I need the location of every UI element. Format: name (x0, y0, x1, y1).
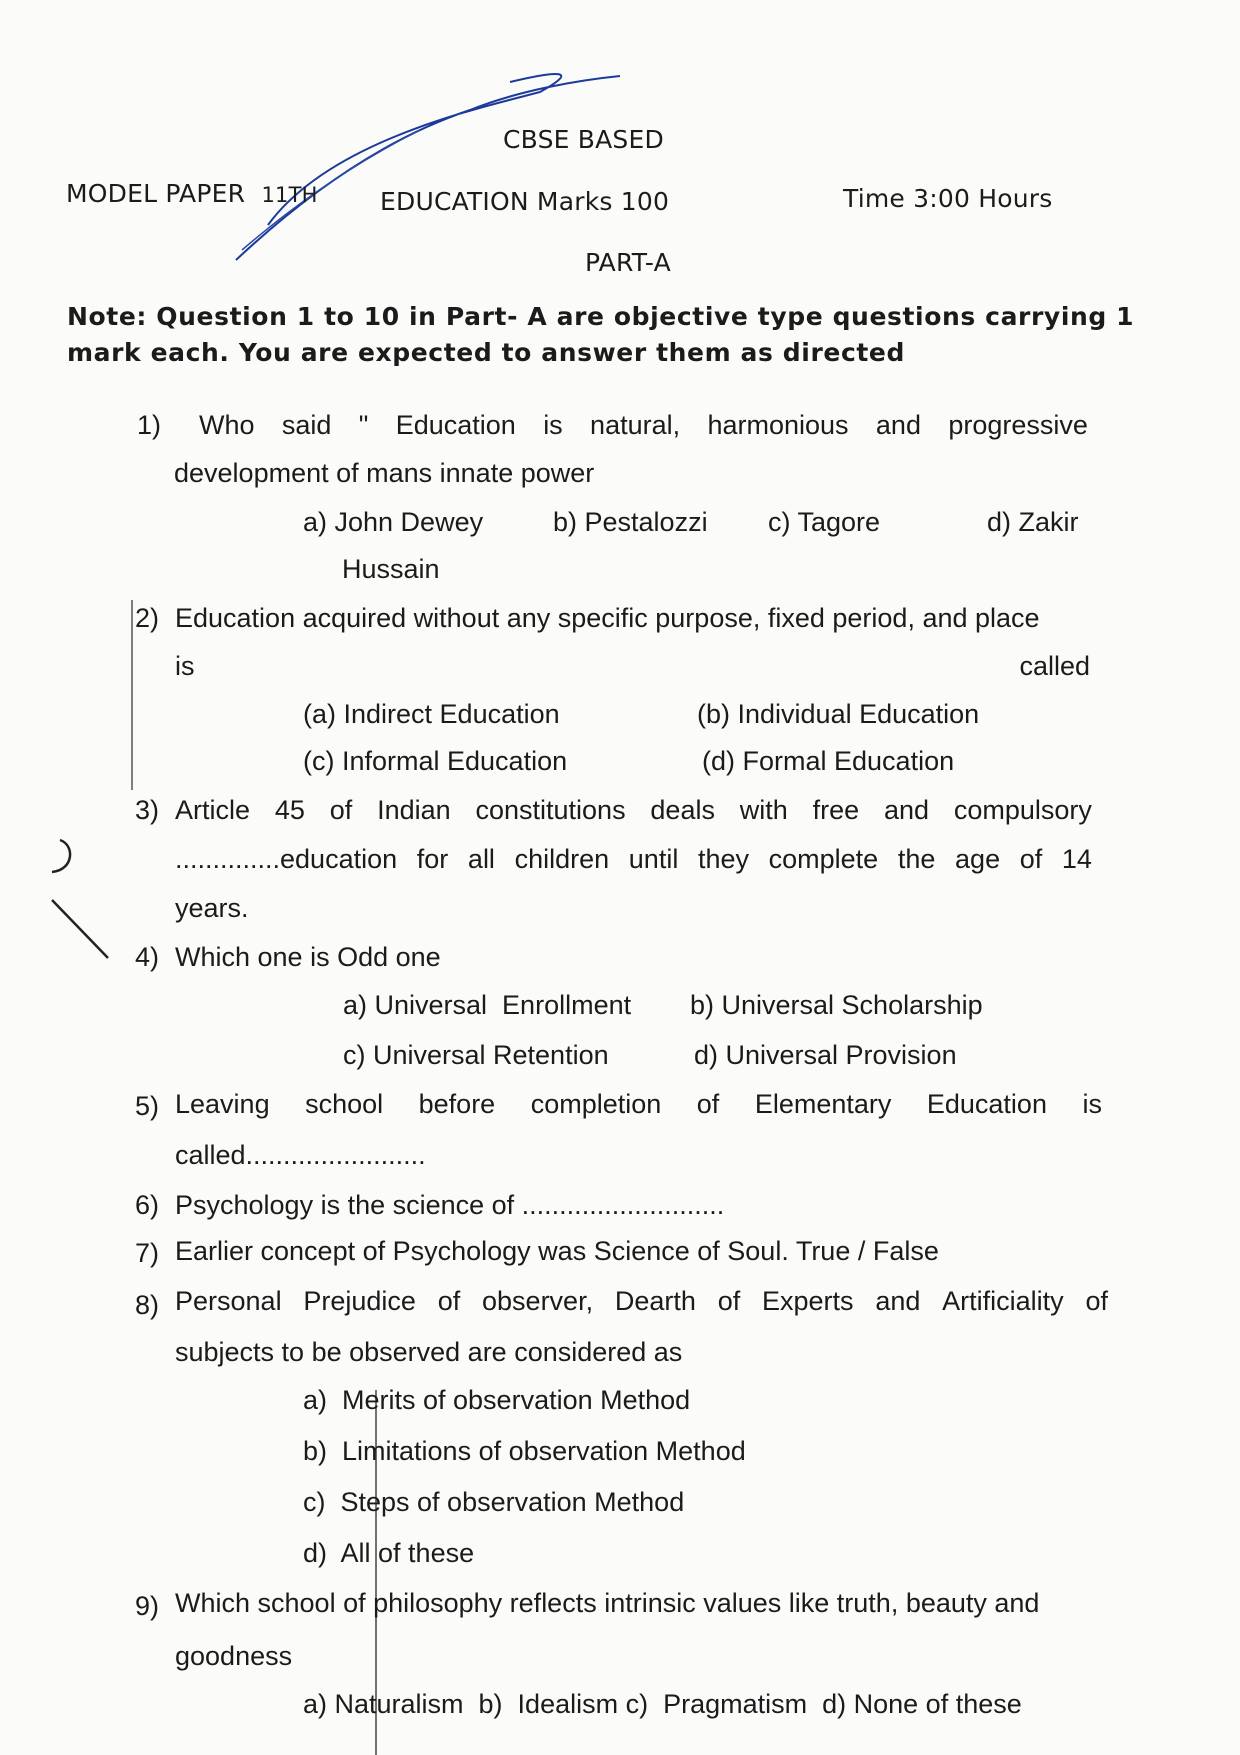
word: Artificiality (942, 1286, 1064, 1316)
q2-line-2 (175, 651, 1090, 682)
word: all (467, 844, 495, 874)
time-label: Time 3:00 Hours (843, 184, 1053, 213)
word: school (305, 1089, 384, 1119)
word: of (437, 1286, 461, 1316)
q9-line-2: goodness (175, 1641, 293, 1671)
q9-options: a) Naturalism b) Idealism c) Pragmatism d) None of these (303, 1689, 1022, 1719)
word: called (1019, 651, 1090, 681)
word: deals (650, 795, 715, 825)
word: before (418, 1089, 496, 1119)
word: of (696, 1089, 720, 1119)
q2-number: 2) (135, 603, 160, 633)
word: complete (768, 844, 879, 874)
class-label: 11TH (261, 183, 318, 207)
q1-option-d: d) Zakir (987, 507, 1079, 537)
word: of (717, 1286, 741, 1316)
word: Leaving (175, 1089, 270, 1119)
q1-option-c: c) Tagore (768, 507, 881, 537)
q4-number: 4) (135, 942, 160, 972)
q3-number: 3) (135, 795, 160, 825)
word: Prejudice (303, 1286, 416, 1316)
q6-line-1: Psychology is the science of ........................... (175, 1190, 725, 1220)
word: progressive (948, 410, 1088, 440)
q8-option-d: d) All of these (303, 1538, 475, 1568)
q8-number: 8) (135, 1290, 160, 1320)
word: children (514, 844, 610, 874)
q5-line-1 (175, 1089, 1102, 1120)
q6-number: 6) (135, 1190, 160, 1220)
word: age (955, 844, 1001, 874)
word: natural, (590, 410, 681, 440)
q5-number: 5) (135, 1091, 160, 1121)
q8-option-b: b) Limitations of observation Method (303, 1436, 746, 1466)
q7-line-1: Earlier concept of Psychology was Science of Soul. True / False (175, 1236, 939, 1266)
word: and (875, 1286, 921, 1316)
q8-line-1 (175, 1286, 1108, 1317)
q1-line-1 (199, 410, 1088, 441)
word: of (1019, 844, 1043, 874)
q4-option-b: b) Universal Scholarship (690, 990, 983, 1020)
paper-title (66, 179, 318, 208)
word: of (329, 795, 353, 825)
q2-option-c: (c) Informal Education (303, 746, 568, 776)
word: constitutions (475, 795, 626, 825)
q8-option-a: a) Merits of observation Method (303, 1385, 691, 1415)
q9-number: 9) (135, 1591, 160, 1621)
q1-option-a: a) John Dewey (303, 507, 484, 537)
q2-line-1: Education acquired without any specific purpose, fixed period, and place (175, 603, 1040, 633)
word: 14 (1061, 844, 1092, 874)
note-line-2: mark each. You are expected to answer them as directed (67, 338, 905, 367)
word: is (175, 651, 195, 681)
word: they (697, 844, 749, 874)
q4-line-1: Which one is Odd one (175, 942, 441, 972)
word: until (628, 844, 679, 874)
q1-option-b: b) Pestalozzi (553, 507, 708, 537)
part-title: PART-A (585, 248, 671, 277)
q2-option-d: (d) Formal Education (702, 746, 955, 776)
word: completion (530, 1089, 662, 1119)
word: and (883, 795, 930, 825)
word: Education (395, 410, 516, 440)
q5-line-2: called........................ (175, 1140, 426, 1170)
word: of (1085, 1286, 1108, 1316)
q3-line-2 (175, 844, 1092, 875)
word: is (543, 410, 563, 440)
word: Education (926, 1089, 1047, 1119)
q2-option-b: (b) Individual Education (697, 699, 980, 729)
word: Personal (175, 1286, 282, 1316)
q1-option-d-wrap: Hussain (342, 554, 440, 584)
q7-number: 7) (135, 1238, 160, 1268)
word: Experts (762, 1286, 854, 1316)
word: 45 (274, 795, 305, 825)
subject-marks: EDUCATION Marks 100 (380, 187, 670, 216)
word: Dearth (614, 1286, 696, 1316)
q3-line-3: years. (175, 893, 249, 923)
word: Indian (377, 795, 451, 825)
paper-label: MODEL PAPER (66, 179, 246, 208)
q3-line-1 (175, 795, 1092, 826)
word: and (875, 410, 921, 440)
q8-line-2: subjects to be observed are considered as (175, 1337, 683, 1367)
word: said (281, 410, 332, 440)
q8-option-c: c) Steps of observation Method (303, 1487, 685, 1517)
note-line-1: Note: Question 1 to 10 in Part- A are objective type questions carrying 1 (67, 302, 1135, 331)
word: ..............education (175, 844, 398, 874)
word: compulsory (953, 795, 1092, 825)
word: Article (175, 795, 251, 825)
q1-number: 1) (137, 410, 162, 440)
q4-option-c: c) Universal Retention (343, 1040, 609, 1070)
q9-line-1: Which school of philosophy reflects intrinsic values like truth, beauty and (175, 1588, 1040, 1618)
q4-option-a: a) Universal Enrollment (343, 990, 632, 1020)
word: the (897, 844, 936, 874)
word: harmonious (707, 410, 849, 440)
word: " (358, 410, 369, 440)
word: Who (199, 410, 255, 440)
word: observer, (482, 1286, 594, 1316)
word: is (1082, 1089, 1102, 1119)
word: free (812, 795, 860, 825)
q2-option-a: (a) Indirect Education (303, 699, 560, 729)
board-label: CBSE BASED (503, 125, 664, 154)
word: Elementary (754, 1089, 892, 1119)
word: with (739, 795, 788, 825)
word: for (416, 844, 449, 874)
q1-line-2: development of mans innate power (174, 458, 595, 488)
q4-option-d: d) Universal Provision (694, 1040, 957, 1070)
